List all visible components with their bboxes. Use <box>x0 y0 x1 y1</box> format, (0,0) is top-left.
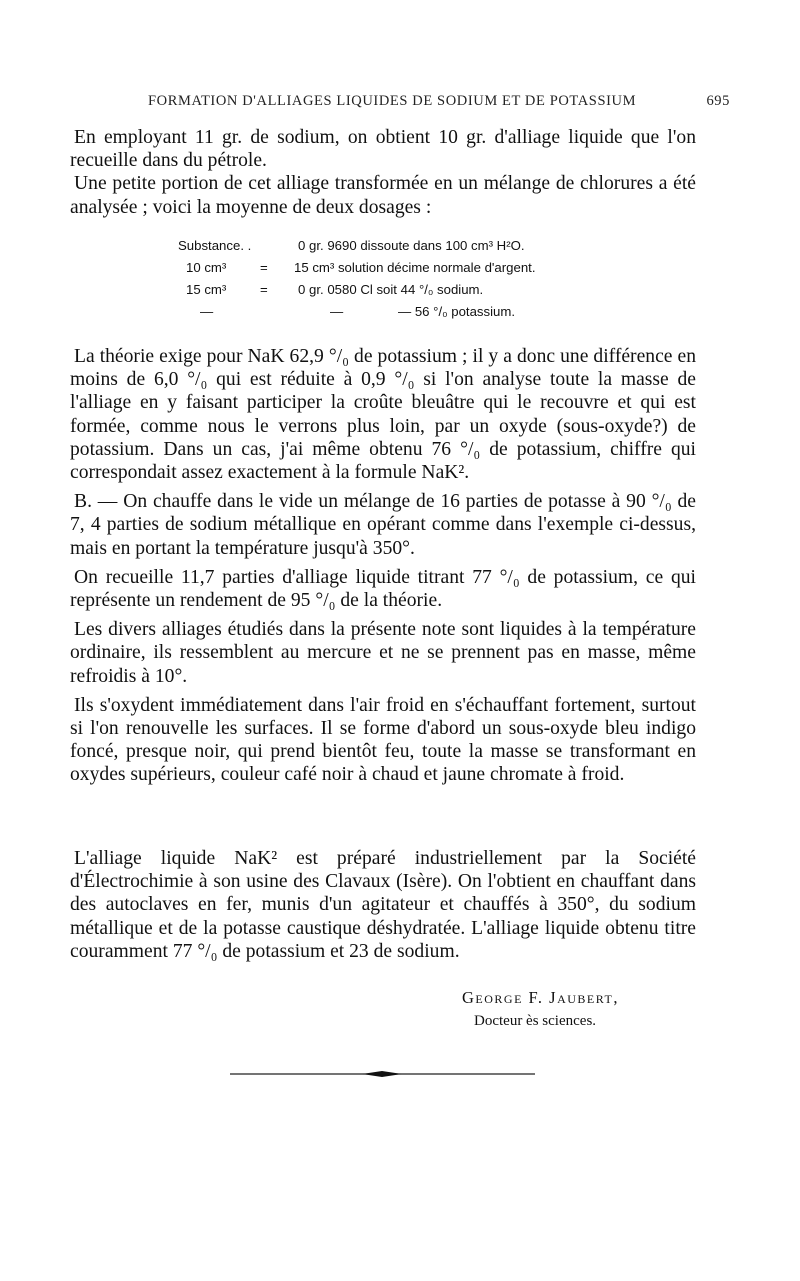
row-label: 10 cm³ <box>186 260 227 275</box>
row-value: 0 gr. 9690 dissoute dans 100 cm³ H²O. <box>298 238 525 253</box>
author-name: George F. Jaubert, <box>462 988 619 1007</box>
running-header <box>70 93 730 110</box>
paragraph-1: En employant 11 gr. de sodium, on obtient 10 gr. d'alliage liquide que l'on recueille dans du pétrole. <box>70 127 696 172</box>
row-value: 0 gr. 0580 Cl soit 44 °/₀ sodium. <box>298 282 484 297</box>
body-text-final <box>70 847 696 963</box>
paragraph-2: Une petite portion de cet alliage transformée en un mélange de chlorures a été analysée ; voici la moyenne de deux dosages : <box>70 173 696 218</box>
body-text-middle <box>70 345 696 787</box>
author-title: Docteur ès sciences. <box>474 1013 597 1029</box>
paragraph-6: Les divers alliages étudiés dans la présente note sont liquides à la température ordinaire, ils ressemblent au mercure et ne se prennent pas en masse, même refroidis à 10°. <box>70 619 696 687</box>
paragraph-7: Ils s'oxydent immédiatement dans l'air froid en s'échauffant fortement, surtout si l'on renouvelle les surfaces. Il se forme d'abord un sous-oxyde bleu indigo foncé, presque noir, qui prend bientôt feu, toute la masse se transformant en oxydes supérieurs, couleur café noir à chaud et jaune chromate à froid. <box>70 694 696 786</box>
paragraph-3: La théorie exige pour NaK 62,9 °/₀ de potassium ; il y a donc une différence en moins de 6,0 °/₀ qui est réduite à 0,9 °/₀ si l'on analyse toute la masse de l'alliage en y faisant participer la croûte bleuâtre qui le recouvre et qui est formée, comme nous le verrons plus loin, par un oxyde (sous-oxyde?) de potassium. Dans un cas, j'ai même obtenu 76 °/₀ de potassium, chiffre qui correspondait assez exactement à la formule NaK². <box>70 346 696 484</box>
row-value: 15 cm³ solution décime normale d'argent. <box>294 260 536 275</box>
paragraph-8: L'alliage liquide NaK² est préparé industriellement par la Société d'Électrochimie à son usine des Clavaux (Isère). On l'obtient en chauffant dans des autoclaves en fer, munis d'un agitateur et chauffés à 350°, du sodium métallique et de la potasse caustique déshydratée. L'alliage liquide obtenu titre couramment 77 °/₀ de potassium et 23 de sodium. <box>70 848 696 962</box>
row-operator: = <box>260 282 268 297</box>
row-value: — 56 °/₀ potassium. <box>398 304 516 319</box>
row-operator: — <box>330 304 344 319</box>
running-title: FORMATION D'ALLIAGES LIQUIDES DE SODIUM ET DE POTASSIUM <box>148 93 637 109</box>
row-label: — <box>200 304 214 319</box>
page-number: 695 <box>706 93 730 109</box>
body-text-top <box>70 126 696 219</box>
end-rule-ornament <box>230 1070 535 1078</box>
paragraph-4: B. — On chauffe dans le vide un mélange de 16 parties de potasse à 90 °/₀ de 7, 4 parties de sodium métallique en opérant comme dans l'exemple ci-dessus, mais en portant la température jusqu'à 350°. <box>70 491 696 559</box>
row-operator: = <box>260 260 268 275</box>
paragraph-5: On recueille 11,7 parties d'alliage liquide titrant 77 °/₀ de potassium, ce qui représente un rendement de 95 °/₀ de la théorie. <box>70 566 696 612</box>
row-label: 15 cm³ <box>186 282 227 297</box>
row-label: Substance. . <box>178 238 252 253</box>
